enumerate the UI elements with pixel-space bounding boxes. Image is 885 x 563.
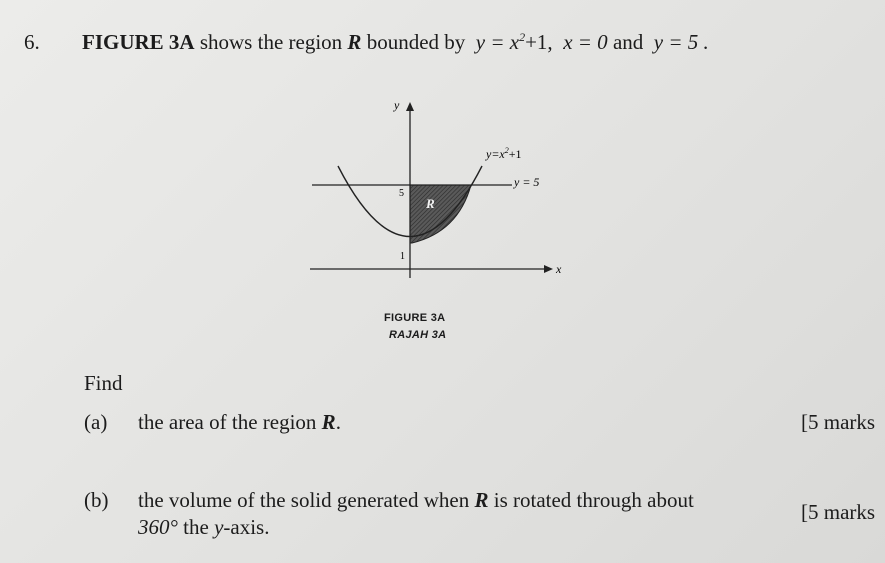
find-label: Find — [84, 371, 123, 395]
figure-caption: FIGURE 3A — [384, 312, 446, 324]
question-statement — [82, 30, 709, 55]
tick-label-1: 1 — [400, 251, 405, 262]
line-label: y = 5 — [514, 175, 540, 189]
region-symbol: R — [347, 30, 362, 54]
part-b-marks: [5 marks — [801, 500, 876, 524]
figure-reference: FIGURE 3A — [82, 30, 195, 54]
part-b-text-line2: 360° the y-axis. — [138, 515, 270, 539]
statement-text-2: bounded by — [366, 30, 466, 54]
and-word: and — [612, 30, 644, 54]
part-a-text: the area of the region R. — [138, 410, 341, 434]
x-axis-label: x — [556, 262, 562, 276]
region-label: R — [426, 196, 435, 211]
figure-caption-alt: RAJAH 3A — [389, 329, 447, 341]
equation-curve: $y = x^2+1$, — [475, 30, 553, 54]
equation-x0: x = 0 — [563, 30, 608, 54]
curve-label: $y=x^2+1$ — [486, 146, 522, 161]
part-b-label: (b) — [84, 488, 109, 512]
part-a-marks: [5 marks — [801, 410, 876, 434]
part-a-label: (a) — [84, 410, 108, 434]
region-r-shading — [410, 185, 471, 243]
question-number: 6. — [24, 30, 40, 54]
y-axis-label: y — [394, 98, 400, 112]
y-axis-arrow — [406, 102, 414, 111]
part-b-text-line1: the volume of the solid generated when R is rotated through about — [138, 488, 694, 512]
equation-y5: y = 5 . — [653, 30, 709, 54]
tick-label-5: 5 — [399, 188, 404, 199]
statement-text-1: shows the region — [199, 30, 343, 54]
x-axis-arrow — [544, 265, 553, 273]
